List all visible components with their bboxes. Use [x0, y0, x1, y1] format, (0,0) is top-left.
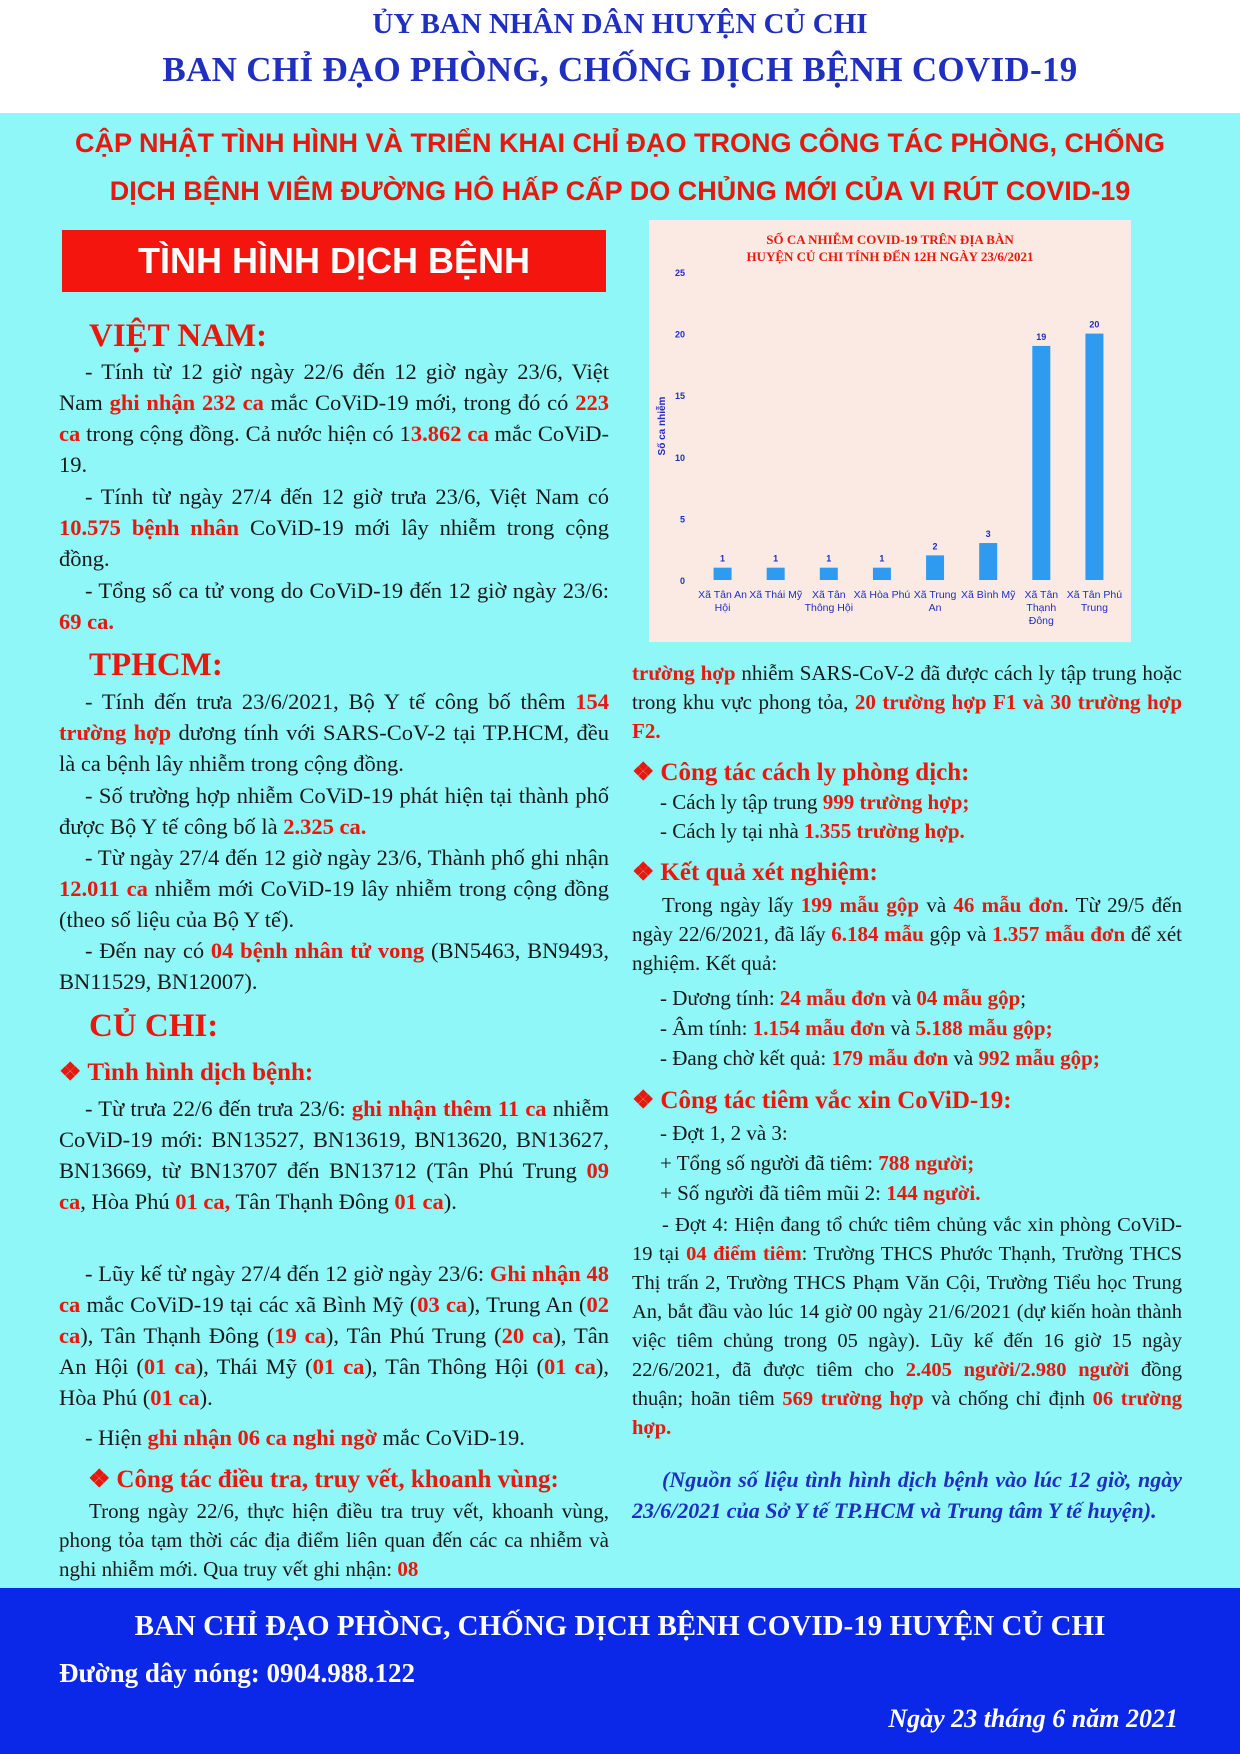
test-positive-line: - Dương tính: 24 mẫu đơn và 04 mẫu gộp; — [660, 986, 1027, 1010]
hcm-paragraph-4: - Đến nay có 04 bệnh nhân tử vong (BN5463, BN9493, BN11529, BN12007). — [59, 938, 610, 994]
chart-title-line-2: HUYỆN CỦ CHI TÍNH ĐẾN 12H NGÀY 23/6/2021 — [746, 249, 1034, 264]
test-pending-line: - Đang chờ kết quả: 179 mẫu đơn và 992 mẫu gộp; — [660, 1046, 1100, 1070]
test-subheading: ❖ Kết quả xét nghiệm: — [632, 859, 878, 886]
x-tick-label: Thạnh — [1026, 602, 1057, 614]
chart-title-line-1: SỐ CA NHIỄM COVID-19 TRÊN ĐỊA BÀN — [766, 232, 1014, 247]
chart-bar — [1032, 346, 1050, 580]
x-tick-label: Xã Tân An — [698, 589, 747, 601]
test-negative-line: - Âm tính: 1.154 mẫu đơn và 5.188 mẫu gộp; — [660, 1016, 1053, 1040]
vietnam-paragraph-2: - Tính từ ngày 27/4 đến 12 giờ trưa 23/6, Việt Nam có 10.575 bệnh nhân CoViD-19 mới lây nhiễm trong cộng đồng. — [59, 484, 609, 571]
diamond-bullet-icon: ❖ — [88, 1466, 111, 1493]
y-tick-label: 15 — [674, 391, 685, 402]
section-hcm-heading: TPHCM: — [89, 647, 223, 683]
cuchi-paragraph-2: - Lũy kế từ ngày 27/4 đến 12 giờ ngày 23/6: Ghi nhận 48 ca mắc CoViD-19 tại các xã Bình Mỹ (03 ca), Trung An (02 ca), Tân Thạnh Đông (19 ca), Tân Phú Trung (20 ca), Tân An Hội (01 ca), Thái Mỹ (01 ca), Tân Thông Hội (01 ca), Hòa Phú (01 ca). — [59, 1261, 609, 1410]
x-tick-label: Xã Tân — [1024, 589, 1059, 601]
hcm-paragraph-2: - Số trường hợp nhiễm CoViD-19 phát hiện tại thành phố được Bộ Y tế công bố là 2.325 ca. — [59, 783, 609, 839]
y-tick-label: 5 — [679, 514, 685, 525]
y-tick-label: 20 — [674, 329, 685, 340]
cuchi-tracing-paragraph: Trong ngày 22/6, thực hiện điều tra truy vết, khoanh vùng, phong tỏa tạm thời các địa điểm liên quan đến các ca nhiễm và nghi nhiễm mới. Qua truy vết ghi nhận: 08 — [59, 1499, 609, 1581]
footer-title: BAN CHỈ ĐẠO PHÒNG, CHỐNG DỊCH BỆNH COVID-19 HUYỆN CỦ CHI — [134, 1610, 1106, 1642]
chart-bar — [979, 543, 997, 580]
section-cuchi-heading: CỦ CHI: — [89, 1008, 219, 1044]
situation-banner: TÌNH HÌNH DỊCH BỆNH — [62, 230, 606, 292]
x-tick-label: Xã Trung — [913, 589, 957, 601]
diamond-bullet-icon: ❖ — [59, 1059, 82, 1086]
bar-chart — [649, 220, 1131, 642]
footer — [0, 1588, 1240, 1754]
x-tick-label: Thông Hội — [804, 602, 854, 614]
isolation-line-2: - Cách ly tại nhà 1.355 trường hợp. — [660, 819, 965, 843]
footer-hotline: Đường dây nóng: 0904.988.122 — [59, 1658, 415, 1688]
source-note: (Nguồn số liệu tình hình dịch bệnh vào lúc 12 giờ, ngày 23/6/2021 của Sở Y tế TP.HCM và Trung tâm Y tế huyện). — [632, 1467, 1182, 1523]
hcm-paragraph-3: - Từ ngày 27/4 đến 12 giờ ngày 23/6, Thành phố ghi nhận 12.011 ca nhiễm mới CoViD-19 lây nhiễm trong cộng đồng (theo số liệu của Bộ Y tế). — [59, 845, 610, 932]
cuchi-situation-subheading: ❖ Tình hình dịch bệnh: — [59, 1059, 314, 1086]
x-tick-label: Xã Tân — [811, 589, 846, 601]
bar-data-label: 1 — [826, 553, 832, 564]
vaccine-total-line: + Tổng số người đã tiêm: 788 người; — [660, 1151, 975, 1175]
chart-bar — [873, 568, 891, 580]
chart-bar — [767, 568, 785, 580]
bar-data-label: 1 — [720, 553, 726, 564]
y-tick-label: 25 — [674, 268, 685, 278]
header-committee: BAN CHỈ ĐẠO PHÒNG, CHỐNG DỊCH BỆNH COVID-19 — [162, 50, 1078, 89]
hcm-paragraph-1: - Tính đến trưa 23/6/2021, Bộ Y tế công bố thêm 154 trường hợp dương tính với SARS-CoV-2 tại TP.HCM, đều là ca bệnh lây nhiễm trong cộng đồng. — [59, 689, 609, 776]
topic-line-1: CẬP NHẬT TÌNH HÌNH VÀ TRIỂN KHAI CHỈ ĐẠO TRONG CÔNG TÁC PHÒNG, CHỐNG — [74, 128, 1165, 158]
diamond-bullet-icon: ❖ — [632, 1087, 655, 1114]
bar-data-label: 19 — [1036, 331, 1047, 342]
vaccine-round4-paragraph: - Đợt 4: Hiện đang tổ chức tiêm chủng vắc xin phòng CoViD-19 tại 04 điểm tiêm: Trường THCS Phước Thạnh, Trường THCS Thị trấn 2, Trường THCS Phạm Văn Cội, Trường Tiểu học Trung An, bắt đầu vào lúc 14 giờ 00 ngày 21/6/2021 (dự kiến hoàn thành việc tiêm chủng trong 05 ngày). Lũy kế đến 16 giờ 15 ngày 22/6/2021, đã được tiêm cho 2.405 người/2.980 người đồng thuận; hoãn tiêm 569 trường hợp và chống chỉ định 06 trường hợp. — [632, 1214, 1182, 1439]
chart-bar — [1085, 334, 1103, 580]
header-authority: ỦY BAN NHÂN DÂN HUYỆN CỦ CHI — [372, 8, 868, 40]
bar-data-label: 1 — [773, 553, 779, 564]
bar-data-label: 3 — [985, 529, 991, 540]
section-vietnam-heading: VIỆT NAM: — [89, 318, 268, 354]
vaccine-second-dose-line: + Số người đã tiêm mũi 2: 144 người. — [660, 1181, 981, 1205]
x-tick-label: Xã Hòa Phú — [853, 589, 911, 601]
test-paragraph: Trong ngày lấy 199 mẫu gộp và 46 mẫu đơn. Từ 29/5 đến ngày 22/6/2021, đã lấy 6.184 mẫu gộp và 1.357 mẫu đơn để xét nghiệm. Kết quả: — [632, 893, 1182, 975]
y-axis-label: Số ca nhiễm — [657, 396, 668, 456]
x-tick-label: Xã Bình Mỹ — [961, 589, 1016, 601]
bar-data-label: 1 — [879, 553, 885, 564]
chart-svg — [649, 220, 1131, 642]
chart-bar — [714, 568, 732, 580]
cuchi-tracing-subheading: ❖ Công tác điều tra, truy vết, khoanh vùng: — [88, 1466, 559, 1493]
x-tick-label: Hội — [714, 602, 731, 614]
isolation-subheading: ❖ Công tác cách ly phòng dịch: — [632, 759, 970, 786]
x-tick-label: Xã Thái Mỹ — [749, 589, 803, 601]
cuchi-paragraph-1: - Từ trưa 22/6 đến trưa 23/6: ghi nhận thêm 11 ca nhiễm CoViD-19 mới: BN13527, BN13619, BN13620, BN13627, BN13669, từ BN13707 đến BN13712 (Tân Phú Trung 09 ca, Hòa Phú 01 ca, Tân Thạnh Đông 01 ca). — [59, 1096, 609, 1214]
x-tick-label: An — [928, 602, 942, 614]
y-tick-label: 10 — [674, 452, 685, 463]
x-tick-label: Trung — [1080, 602, 1108, 614]
vaccine-subheading: ❖ Công tác tiêm vắc xin CoViD-19: — [632, 1087, 1012, 1114]
chart-bar — [926, 555, 944, 580]
cuchi-paragraph-3: - Hiện ghi nhận 06 ca nghi ngờ mắc CoViD-19. — [85, 1425, 525, 1450]
vaccine-round-line: - Đợt 1, 2 và 3: — [660, 1121, 788, 1145]
x-tick-label: Xã Tân Phú — [1066, 589, 1123, 601]
chart-bar — [820, 568, 838, 580]
bar-data-label: 2 — [932, 541, 938, 552]
vietnam-paragraph-1: - Tính từ 12 giờ ngày 22/6 đến 12 giờ ngày 23/6, Việt Nam ghi nhận 232 ca mắc CoViD-19 mới, trong đó có 223 ca trong cộng đồng. Cả nước hiện có 13.862 ca mắc CoViD-19. — [59, 359, 609, 477]
diamond-bullet-icon: ❖ — [632, 759, 655, 786]
footer-date: Ngày 23 tháng 6 năm 2021 — [888, 1704, 1178, 1733]
topic-line-2: DỊCH BỆNH VIÊM ĐƯỜNG HÔ HẤP CẤP DO CHỦNG MỚI CỦA VI RÚT COVID-19 — [109, 176, 1131, 206]
diamond-bullet-icon: ❖ — [632, 859, 655, 886]
isolation-line-1: - Cách ly tập trung 999 trường hợp; — [660, 790, 970, 814]
bar-data-label: 20 — [1089, 319, 1100, 330]
y-tick-label: 0 — [679, 576, 685, 586]
header — [0, 0, 1240, 113]
x-tick-label: Đông — [1028, 615, 1054, 627]
tracing-continuation: trường hợp nhiễm SARS-CoV-2 đã được cách ly tập trung hoặc trong khu vực phong tỏa, 20 trường hợp F1 và 30 trường hợp F2. — [632, 661, 1182, 743]
vietnam-paragraph-3: - Tổng số ca tử vong do CoViD-19 đến 12 giờ ngày 23/6: 69 ca. — [59, 578, 609, 634]
